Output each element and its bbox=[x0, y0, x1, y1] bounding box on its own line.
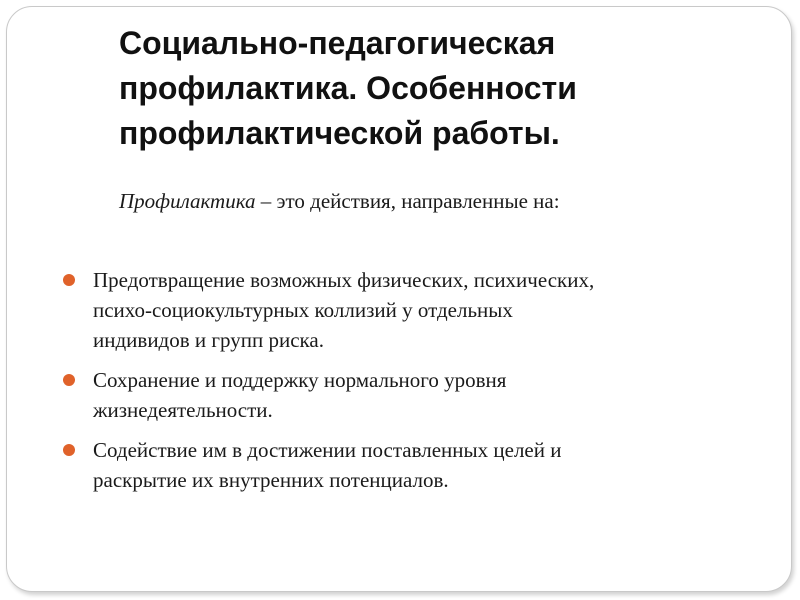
intro-rest: – это действия, направленные на: bbox=[255, 189, 560, 213]
bullet-line: Содействие им в достижении поставленных целей и bbox=[93, 438, 562, 462]
bullet-list bbox=[63, 265, 763, 505]
slide-frame bbox=[6, 6, 792, 592]
bullet-line: раскрытие их внутренних потенциалов. bbox=[93, 468, 449, 492]
intro-term: Профилактика bbox=[119, 189, 256, 213]
bullet-dot-icon bbox=[63, 374, 75, 386]
bullet-text bbox=[93, 265, 763, 355]
bullet-item-preservation bbox=[63, 365, 763, 425]
bullet-line: индивидов и групп риска. bbox=[93, 328, 324, 352]
slide-title-line-2: профилактика. Особенности bbox=[119, 70, 577, 106]
bullet-item-assistance bbox=[63, 435, 763, 495]
bullet-dot-icon bbox=[63, 444, 75, 456]
bullet-line: психо-социокультурных коллизий у отдельных bbox=[93, 298, 513, 322]
slide-title bbox=[119, 21, 759, 156]
intro-sentence bbox=[119, 187, 560, 215]
bullet-item-prevention bbox=[63, 265, 763, 355]
slide-title-line-3: профилактической работы. bbox=[119, 115, 560, 151]
bullet-text bbox=[93, 435, 763, 495]
bullet-dot-icon bbox=[63, 274, 75, 286]
bullet-line: Предотвращение возможных физических, психических, bbox=[93, 268, 595, 292]
bullet-line: Сохранение и поддержку нормального уровня bbox=[93, 368, 507, 392]
bullet-line: жизнедеятельности. bbox=[93, 398, 273, 422]
bullet-text bbox=[93, 365, 763, 425]
slide-title-line-1: Социально-педагогическая bbox=[119, 25, 556, 61]
